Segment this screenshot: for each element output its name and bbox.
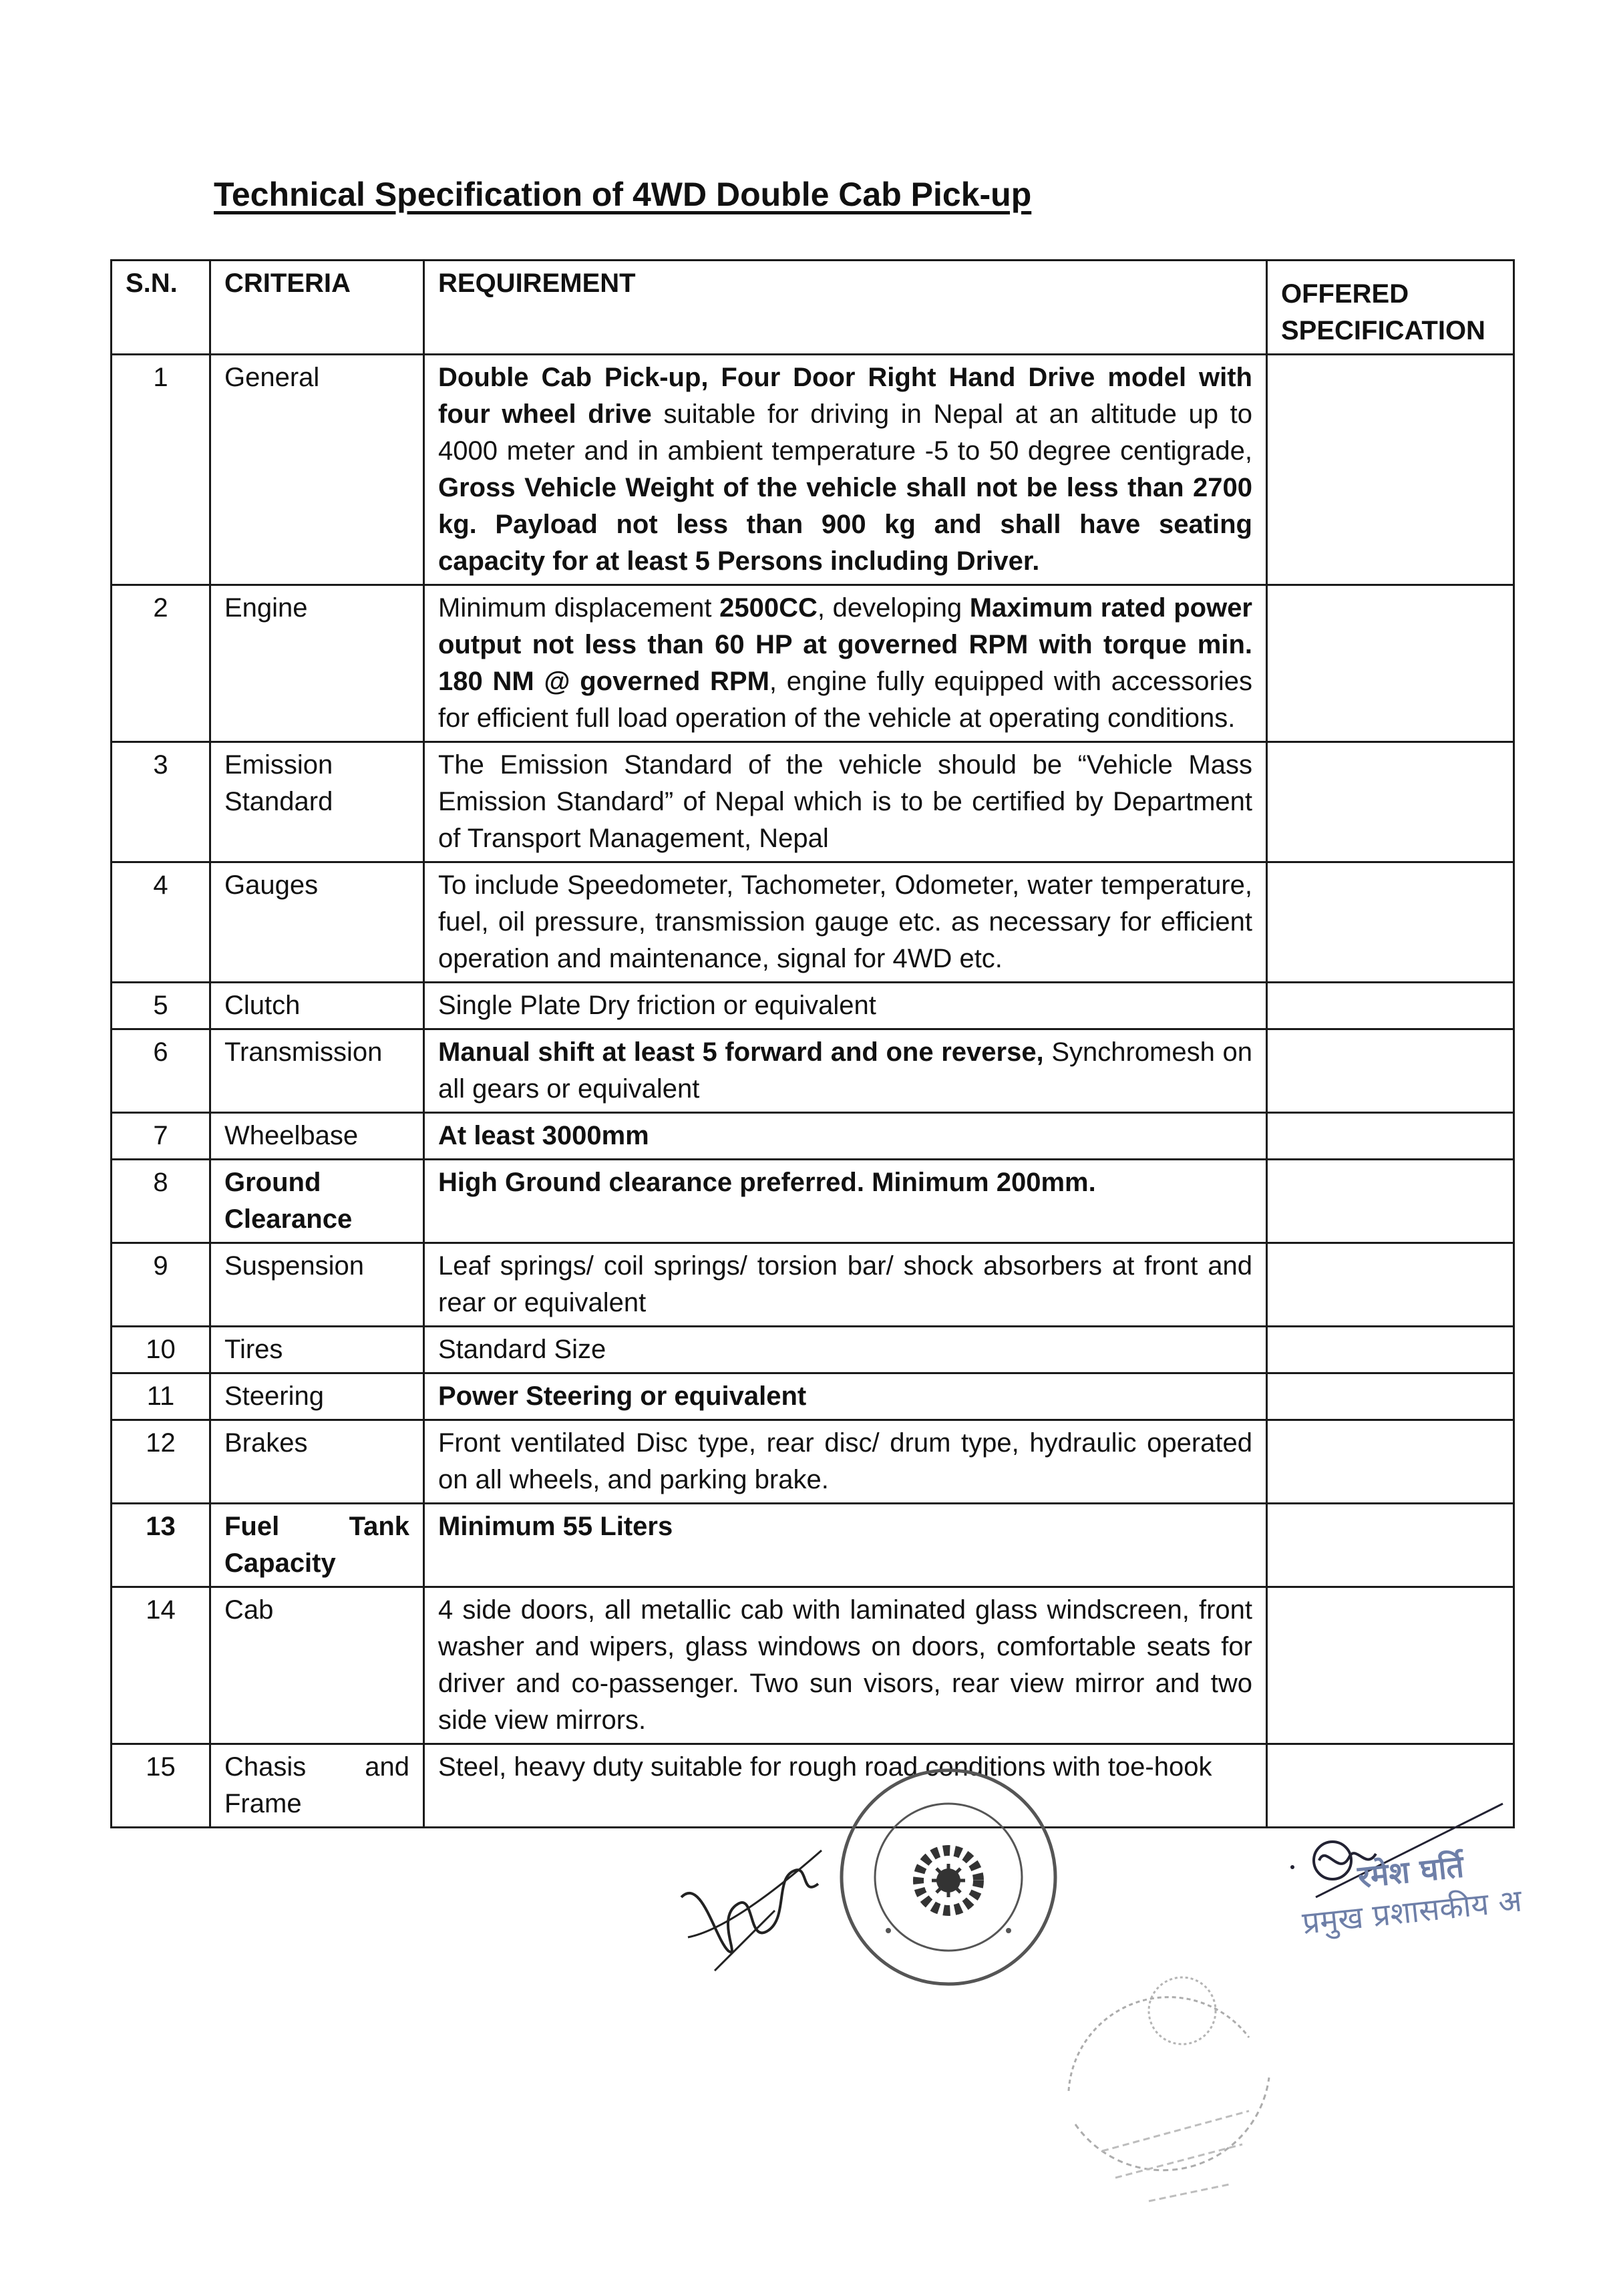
row-criteria: Transmission xyxy=(210,1029,424,1113)
row-requirement xyxy=(424,1373,1267,1420)
row-requirement xyxy=(424,1420,1267,1504)
row-offered-specification[interactable] xyxy=(1267,585,1514,742)
row-sn: 8 xyxy=(112,1160,210,1243)
row-criteria: Engine xyxy=(210,585,424,742)
row-sn: 1 xyxy=(112,355,210,585)
row-sn: 15 xyxy=(112,1744,210,1828)
row-offered-specification[interactable] xyxy=(1267,1587,1514,1744)
row-requirement xyxy=(424,1327,1267,1373)
requirement-text: High Ground clearance preferred. Minimum 200mm. xyxy=(438,1168,1096,1197)
table-row xyxy=(112,742,1514,862)
row-sn: 2 xyxy=(112,585,210,742)
table-row xyxy=(112,1243,1514,1327)
requirement-text: Single Plate Dry friction or equivalent xyxy=(438,991,876,1020)
header-sn: S.N. xyxy=(112,261,210,355)
table-row xyxy=(112,1504,1514,1587)
requirement-text: Synchromesh on all gears or equivalent xyxy=(438,1037,1253,1104)
requirement-text: Leaf springs/ coil springs/ torsion bar/ shock absorbers at front and rear or equivalent xyxy=(438,1251,1252,1317)
row-criteria: Wheelbase xyxy=(210,1113,424,1160)
row-offered-specification[interactable] xyxy=(1267,1113,1514,1160)
row-offered-specification[interactable] xyxy=(1267,1243,1514,1327)
row-offered-specification[interactable] xyxy=(1267,1373,1514,1420)
table-header-row xyxy=(112,261,1514,355)
row-offered-specification[interactable] xyxy=(1267,1504,1514,1587)
office-round-stamp xyxy=(1029,1937,1296,2218)
row-criteria: Cab xyxy=(210,1587,424,1744)
row-offered-specification[interactable] xyxy=(1267,355,1514,585)
requirement-text: Manual shift at least 5 forward and one reverse, xyxy=(438,1037,1044,1067)
row-requirement xyxy=(424,742,1267,862)
header-offered-specification: OFFERED SPECIFICATION xyxy=(1267,261,1514,355)
table-row xyxy=(112,1373,1514,1420)
row-requirement xyxy=(424,1587,1267,1744)
requirement-text: , developing xyxy=(817,593,970,623)
row-criteria: Tires xyxy=(210,1327,424,1373)
requirement-text: Front ventilated Disc type, rear disc/ drum type, hydraulic operated on all wheels, and parking brake. xyxy=(438,1428,1252,1494)
table-row xyxy=(112,355,1514,585)
row-requirement xyxy=(424,1243,1267,1327)
row-criteria: Fuel Tank Capacity xyxy=(210,1504,424,1587)
requirement-text: Power Steering or equivalent xyxy=(438,1381,807,1411)
row-criteria: Steering xyxy=(210,1373,424,1420)
row-offered-specification[interactable] xyxy=(1267,983,1514,1029)
header-criteria: CRITERIA xyxy=(210,261,424,355)
row-requirement xyxy=(424,1113,1267,1160)
table-row xyxy=(112,1160,1514,1243)
row-sn: 3 xyxy=(112,742,210,862)
row-sn: 13 xyxy=(112,1504,210,1587)
row-sn: 6 xyxy=(112,1029,210,1113)
row-requirement xyxy=(424,862,1267,983)
requirement-text: Minimum displacement xyxy=(438,593,720,623)
row-requirement xyxy=(424,1504,1267,1587)
table-row xyxy=(112,1587,1514,1744)
row-sn: 10 xyxy=(112,1327,210,1373)
table-row xyxy=(112,1420,1514,1504)
row-requirement xyxy=(424,1160,1267,1243)
requirement-text: Gross Vehicle Weight of the vehicle shall not be less than 2700 kg. Payload not less than 900 kg and shall have seating capacity for at least 5 Persons including Driver. xyxy=(438,473,1252,576)
stamp-name: रमेश घर्ति xyxy=(1356,1848,1466,1895)
row-criteria: Chasis and Frame xyxy=(210,1744,424,1828)
row-criteria: Emission Standard xyxy=(210,742,424,862)
requirement-text: Standard Size xyxy=(438,1335,606,1364)
table-row xyxy=(112,1029,1514,1113)
row-requirement xyxy=(424,585,1267,742)
requirement-text: , engine fully equipped with accessories for efficient full load operation of the vehicle at operating conditions. xyxy=(438,667,1252,733)
requirement-text: Maximum rated power output not less than 60 HP at governed RPM with torque min. 180 NM @ governed RPM xyxy=(438,593,1253,696)
header-requirement: REQUIREMENT xyxy=(424,261,1267,355)
table-row xyxy=(112,585,1514,742)
officer-stamp xyxy=(1300,1840,1524,1941)
signature-left xyxy=(675,1817,828,1977)
row-criteria: Brakes xyxy=(210,1420,424,1504)
row-offered-specification[interactable] xyxy=(1267,742,1514,862)
row-requirement xyxy=(424,355,1267,585)
row-criteria: Gauges xyxy=(210,862,424,983)
requirement-text: 4 side doors, all metallic cab with laminated glass windscreen, front washer and wipers, glass windows on doors, comfortable seats for driver and co-passenger. Two sun visors, rear view mirror and two side view mirrors. xyxy=(438,1595,1252,1735)
row-sn: 12 xyxy=(112,1420,210,1504)
row-sn: 5 xyxy=(112,983,210,1029)
row-criteria: Ground Clearance xyxy=(210,1160,424,1243)
row-sn: 14 xyxy=(112,1587,210,1744)
table-body xyxy=(112,355,1514,1828)
row-sn: 7 xyxy=(112,1113,210,1160)
row-sn: 11 xyxy=(112,1373,210,1420)
row-criteria: Suspension xyxy=(210,1243,424,1327)
requirement-text: At least 3000mm xyxy=(438,1121,649,1150)
row-offered-specification[interactable] xyxy=(1267,862,1514,983)
row-criteria: General xyxy=(210,355,424,585)
row-criteria: Clutch xyxy=(210,983,424,1029)
requirement-text: The Emission Standard of the vehicle should be “Vehicle Mass Emission Standard” of Nepal which is to be certified by Department of Transport Management, Nepal xyxy=(438,750,1252,853)
requirement-text: Minimum 55 Liters xyxy=(438,1512,673,1541)
table-row xyxy=(112,983,1514,1029)
table-row xyxy=(112,1327,1514,1373)
row-requirement xyxy=(424,1029,1267,1113)
requirement-text: 2500CC xyxy=(719,593,818,623)
requirement-text: Double Cab Pick-up, Four Door Right Hand Drive model with four wheel drive xyxy=(438,363,1252,429)
document-title: Technical Specification of 4WD Double Cab Pick-up xyxy=(214,176,1032,213)
row-sn: 4 xyxy=(112,862,210,983)
row-sn: 9 xyxy=(112,1243,210,1327)
row-offered-specification[interactable] xyxy=(1267,1420,1514,1504)
table-row xyxy=(112,1113,1514,1160)
specification-table xyxy=(110,259,1515,1828)
table-row xyxy=(112,862,1514,983)
row-offered-specification[interactable] xyxy=(1267,1327,1514,1373)
row-offered-specification[interactable] xyxy=(1267,1160,1514,1243)
requirement-text: To include Speedometer, Tachometer, Odometer, water temperature, fuel, oil pressure, transmission gauge etc. as necessary for efficient operation and maintenance, signal for 4WD etc. xyxy=(438,870,1252,973)
requirement-text: Steel, heavy duty suitable for rough road conditions with toe-hook xyxy=(438,1752,1212,1782)
requirement-text: suitable for driving in Nepal at an altitude up to 4000 meter and in ambient temperature -5 to 50 degree centigrade, xyxy=(438,399,1252,466)
row-offered-specification[interactable] xyxy=(1267,1029,1514,1113)
row-requirement xyxy=(424,983,1267,1029)
engineering-council-seal xyxy=(835,1764,1062,1991)
stamp-designation: प्रमुख प्रशासकीय अ xyxy=(1300,1882,1524,1941)
